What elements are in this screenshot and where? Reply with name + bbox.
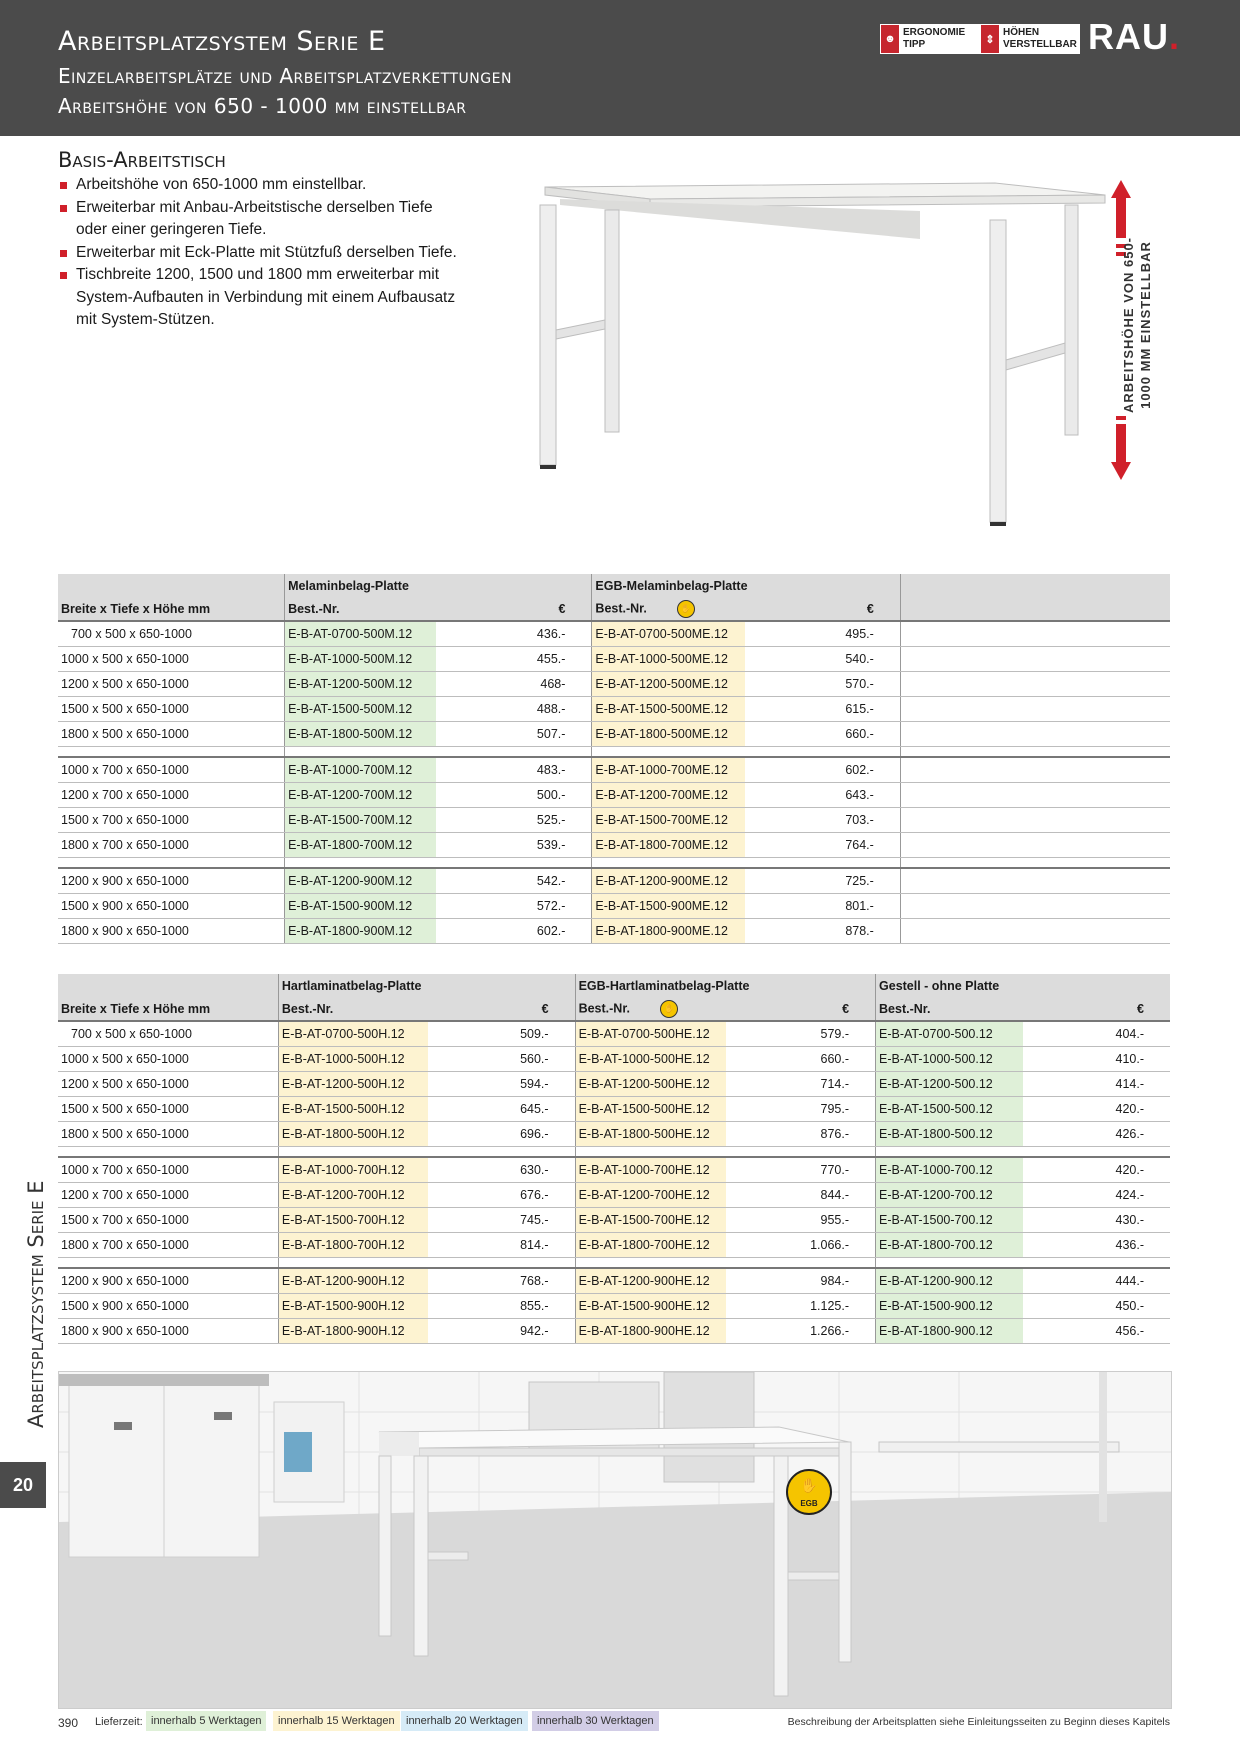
order-number-cell: E-B-AT-1800-700H.12 bbox=[278, 1233, 427, 1258]
table-row bbox=[58, 672, 1170, 697]
price-cell: 436.- bbox=[1023, 1233, 1170, 1258]
price-cell: 542.- bbox=[436, 868, 592, 894]
table-row bbox=[58, 722, 1170, 747]
feature-item: Tischbreite 1200, 1500 und 1800 mm erweiterbar mit System-Aufbauten in Verbindung mit einem Aufbausatz mit System-Stützen. bbox=[58, 264, 458, 332]
table-row bbox=[58, 1294, 1170, 1319]
order-number-cell: E-B-AT-1200-900ME.12 bbox=[592, 868, 745, 894]
delivery-15-days: innerhalb 15 Werktagen bbox=[273, 1711, 400, 1731]
dimension-cell: 1500 x 500 x 650-1000 bbox=[58, 697, 285, 722]
table-row bbox=[58, 1047, 1170, 1072]
table-row bbox=[58, 1268, 1170, 1294]
page-header bbox=[0, 0, 1240, 136]
price-cell: 430.- bbox=[1023, 1208, 1170, 1233]
column-header: € bbox=[428, 997, 575, 1021]
price-cell: 455.- bbox=[436, 647, 592, 672]
delivery-30-days: innerhalb 30 Werktagen bbox=[532, 1711, 659, 1731]
dimension-cell: 1500 x 700 x 650-1000 bbox=[58, 808, 285, 833]
price-cell: 676.- bbox=[428, 1183, 575, 1208]
price-cell: 814.- bbox=[428, 1233, 575, 1258]
page-subtitle: Einzelarbeitsplätze und Arbeitsplatzverkettungen bbox=[58, 64, 512, 88]
ergonomie-badge-label: ERGONOMIE TIPP bbox=[903, 27, 966, 50]
group-header: Gestell - ohne Platte bbox=[876, 974, 1170, 997]
column-header: Best.-Nr. bbox=[595, 600, 647, 615]
dimension-cell: 1200 x 500 x 650-1000 bbox=[58, 1072, 278, 1097]
order-number-cell: E-B-AT-0700-500HE.12 bbox=[575, 1021, 726, 1047]
price-cell: 594.- bbox=[428, 1072, 575, 1097]
order-number-cell: E-B-AT-1000-700M.12 bbox=[285, 757, 437, 783]
price-cell: 801.- bbox=[745, 894, 901, 919]
price-cell: 525.- bbox=[436, 808, 592, 833]
order-number-cell: E-B-AT-1200-900H.12 bbox=[278, 1268, 427, 1294]
order-number-cell: E-B-AT-1500-500.12 bbox=[876, 1097, 1024, 1122]
dimension-cell: 1800 x 500 x 650-1000 bbox=[58, 722, 285, 747]
column-header: € bbox=[726, 997, 875, 1021]
price-cell: 1.066.- bbox=[726, 1233, 875, 1258]
page-number: 390 bbox=[58, 1716, 79, 1730]
dimension-cell: 1500 x 700 x 650-1000 bbox=[58, 1208, 278, 1233]
order-number-cell: E-B-AT-1000-500M.12 bbox=[285, 647, 437, 672]
price-cell: 509.- bbox=[428, 1021, 575, 1047]
order-number-cell: E-B-AT-1000-700H.12 bbox=[278, 1157, 427, 1183]
group-header: EGB-Melaminbelag-Platte bbox=[592, 574, 900, 597]
column-header: Best.-Nr. bbox=[285, 597, 437, 621]
delivery-20-days: innerhalb 20 Werktagen bbox=[401, 1711, 528, 1731]
order-number-cell: E-B-AT-1800-500H.12 bbox=[278, 1122, 427, 1147]
rau-logo: RAU. bbox=[1088, 16, 1181, 57]
price-cell: 1.125.- bbox=[726, 1294, 875, 1319]
order-number-cell: E-B-AT-1800-900.12 bbox=[876, 1319, 1024, 1344]
price-cell: 602.- bbox=[436, 919, 592, 944]
dimension-cell: 700 x 500 x 650-1000 bbox=[58, 1021, 278, 1047]
group-header: Melaminbelag-Platte bbox=[285, 574, 592, 597]
order-number-cell: E-B-AT-1800-700M.12 bbox=[285, 833, 437, 858]
footer-note: Beschreibung der Arbeitsplatten siehe Einleitungsseiten zu Beginn dieses Kapitels bbox=[787, 1716, 1170, 1728]
order-number-cell: E-B-AT-1000-500H.12 bbox=[278, 1047, 427, 1072]
price-cell: 645.- bbox=[428, 1097, 575, 1122]
price-cell: 602.- bbox=[745, 757, 901, 783]
price-cell: 696.- bbox=[428, 1122, 575, 1147]
price-cell: 444.- bbox=[1023, 1268, 1170, 1294]
table-row bbox=[58, 1097, 1170, 1122]
price-cell: 414.- bbox=[1023, 1072, 1170, 1097]
table-row bbox=[58, 647, 1170, 672]
table-row bbox=[58, 1072, 1170, 1097]
dimension-cell: 1200 x 700 x 650-1000 bbox=[58, 1183, 278, 1208]
dimension-cell: 1200 x 700 x 650-1000 bbox=[58, 783, 285, 808]
order-number-cell: E-B-AT-0700-500ME.12 bbox=[592, 621, 745, 647]
esd-badge-label: EGB bbox=[800, 1499, 818, 1508]
order-number-cell: E-B-AT-1800-700ME.12 bbox=[592, 833, 745, 858]
dimension-cell: 1800 x 900 x 650-1000 bbox=[58, 1319, 278, 1344]
order-number-cell: E-B-AT-0700-500.12 bbox=[876, 1021, 1024, 1047]
price-cell: 500.- bbox=[436, 783, 592, 808]
page-subtitle-height: Arbeitshöhe von 650 - 1000 mm einstellbar bbox=[58, 94, 467, 118]
dimension-cell: 1800 x 900 x 650-1000 bbox=[58, 919, 285, 944]
price-cell: 450.- bbox=[1023, 1294, 1170, 1319]
price-cell: 630.- bbox=[428, 1157, 575, 1183]
price-cell: 660.- bbox=[726, 1047, 875, 1072]
dimension-cell: 1000 x 700 x 650-1000 bbox=[58, 757, 285, 783]
order-number-cell: E-B-AT-1800-900ME.12 bbox=[592, 919, 745, 944]
hoehenverstellbar-badge-label: HÖHEN VERSTELLBAR bbox=[1003, 27, 1077, 50]
feature-item: Erweiterbar mit Anbau-Arbeitstische derselben Tiefe oder einer geringeren Tiefe. bbox=[58, 197, 458, 242]
table-row bbox=[58, 833, 1170, 858]
dimension-cell: 1500 x 900 x 650-1000 bbox=[58, 894, 285, 919]
dimension-cell: 1800 x 700 x 650-1000 bbox=[58, 833, 285, 858]
order-number-cell: E-B-AT-1800-500ME.12 bbox=[592, 722, 745, 747]
workbench-illustration bbox=[520, 165, 1120, 545]
dimension-cell: 1500 x 500 x 650-1000 bbox=[58, 1097, 278, 1122]
price-cell: 768.- bbox=[428, 1268, 575, 1294]
table-row bbox=[58, 1183, 1170, 1208]
price-cell: 984.- bbox=[726, 1268, 875, 1294]
dimension-cell: 1500 x 900 x 650-1000 bbox=[58, 1294, 278, 1319]
column-header: € bbox=[745, 597, 901, 621]
dimension-cell: 700 x 500 x 650-1000 bbox=[58, 621, 285, 647]
dimension-cell: 1200 x 900 x 650-1000 bbox=[58, 1268, 278, 1294]
order-number-cell: E-B-AT-1500-900.12 bbox=[876, 1294, 1024, 1319]
price-cell: 855.- bbox=[428, 1294, 575, 1319]
price-cell: 488.- bbox=[436, 697, 592, 722]
column-header: Best.-Nr. bbox=[278, 997, 427, 1021]
price-cell: 878.- bbox=[745, 919, 901, 944]
price-cell: 507.- bbox=[436, 722, 592, 747]
price-cell: 703.- bbox=[745, 808, 901, 833]
svg-text:✋: ✋ bbox=[800, 1478, 818, 1494]
order-number-cell: E-B-AT-1000-500HE.12 bbox=[575, 1047, 726, 1072]
table-row bbox=[58, 894, 1170, 919]
order-number-cell: E-B-AT-1800-700.12 bbox=[876, 1233, 1024, 1258]
order-number-cell: E-B-AT-1500-500HE.12 bbox=[575, 1097, 726, 1122]
order-number-cell: E-B-AT-1800-500HE.12 bbox=[575, 1122, 726, 1147]
order-number-cell: E-B-AT-1800-900M.12 bbox=[285, 919, 437, 944]
lab-workbench-photo bbox=[58, 1371, 1172, 1709]
column-header: Breite x Tiefe x Höhe mm bbox=[58, 997, 278, 1021]
dimension-cell: 1800 x 700 x 650-1000 bbox=[58, 1233, 278, 1258]
price-table-hartlaminat bbox=[58, 974, 1170, 1344]
order-number-cell: E-B-AT-1500-700H.12 bbox=[278, 1208, 427, 1233]
order-number-cell: E-B-AT-1500-700M.12 bbox=[285, 808, 437, 833]
dimension-cell: 1200 x 500 x 650-1000 bbox=[58, 672, 285, 697]
order-number-cell: E-B-AT-1200-900.12 bbox=[876, 1268, 1024, 1294]
order-number-cell: E-B-AT-1000-700HE.12 bbox=[575, 1157, 726, 1183]
price-cell: 795.- bbox=[726, 1097, 875, 1122]
order-number-cell: E-B-AT-1500-700HE.12 bbox=[575, 1208, 726, 1233]
order-number-cell: E-B-AT-1500-500ME.12 bbox=[592, 697, 745, 722]
table-row bbox=[58, 1157, 1170, 1183]
order-number-cell: E-B-AT-1800-700HE.12 bbox=[575, 1233, 726, 1258]
price-cell: 1.266.- bbox=[726, 1319, 875, 1344]
esd-icon: ✋ bbox=[660, 1000, 678, 1018]
table-row bbox=[58, 621, 1170, 647]
table-row bbox=[58, 868, 1170, 894]
order-number-cell: E-B-AT-1500-900ME.12 bbox=[592, 894, 745, 919]
dimension-cell: 1800 x 500 x 650-1000 bbox=[58, 1122, 278, 1147]
price-cell: 844.- bbox=[726, 1183, 875, 1208]
dimension-cell: 1000 x 500 x 650-1000 bbox=[58, 1047, 278, 1072]
column-header: Best.-Nr. bbox=[578, 1000, 630, 1015]
page-title: Arbeitsplatzsystem Serie E bbox=[58, 26, 386, 57]
price-cell: 770.- bbox=[726, 1157, 875, 1183]
price-cell: 468- bbox=[436, 672, 592, 697]
order-number-cell: E-B-AT-1000-700.12 bbox=[876, 1157, 1024, 1183]
price-cell: 426.- bbox=[1023, 1122, 1170, 1147]
column-header: € bbox=[436, 597, 592, 621]
order-number-cell: E-B-AT-0700-500M.12 bbox=[285, 621, 437, 647]
order-number-cell: E-B-AT-1500-900H.12 bbox=[278, 1294, 427, 1319]
price-table-melamin bbox=[58, 574, 1170, 944]
order-number-cell: E-B-AT-1500-700ME.12 bbox=[592, 808, 745, 833]
price-cell: 764.- bbox=[745, 833, 901, 858]
ergonomie-icon: ☻ bbox=[881, 25, 899, 53]
order-number-cell: E-B-AT-1200-700.12 bbox=[876, 1183, 1024, 1208]
price-cell: 955.- bbox=[726, 1208, 875, 1233]
height-range-label: ARBEITSHÖHE VON 650-1000 MM EINSTELLBAR bbox=[1121, 236, 1153, 414]
table-row bbox=[58, 783, 1170, 808]
lieferzeit-label: Lieferzeit: bbox=[95, 1716, 143, 1728]
table-row bbox=[58, 1208, 1170, 1233]
price-cell: 579.- bbox=[726, 1021, 875, 1047]
price-cell: 876.- bbox=[726, 1122, 875, 1147]
price-cell: 540.- bbox=[745, 647, 901, 672]
order-number-cell: E-B-AT-1200-500HE.12 bbox=[575, 1072, 726, 1097]
column-header: Best.-Nr. bbox=[876, 997, 1024, 1021]
dimension-cell: 1000 x 500 x 650-1000 bbox=[58, 647, 285, 672]
order-number-cell: E-B-AT-1800-500.12 bbox=[876, 1122, 1024, 1147]
order-number-cell: E-B-AT-1200-500H.12 bbox=[278, 1072, 427, 1097]
order-number-cell: E-B-AT-1500-900HE.12 bbox=[575, 1294, 726, 1319]
table-row bbox=[58, 1021, 1170, 1047]
table-row bbox=[58, 919, 1170, 944]
price-cell: 725.- bbox=[745, 868, 901, 894]
order-number-cell: E-B-AT-1200-500.12 bbox=[876, 1072, 1024, 1097]
feature-list bbox=[58, 174, 458, 332]
order-number-cell: E-B-AT-1200-700H.12 bbox=[278, 1183, 427, 1208]
price-cell: 539.- bbox=[436, 833, 592, 858]
dimension-cell: 1200 x 900 x 650-1000 bbox=[58, 868, 285, 894]
price-cell: 495.- bbox=[745, 621, 901, 647]
price-cell: 570.- bbox=[745, 672, 901, 697]
table-row bbox=[58, 697, 1170, 722]
order-number-cell: E-B-AT-1000-500ME.12 bbox=[592, 647, 745, 672]
esd-icon: ✋ bbox=[677, 600, 695, 618]
column-header: Breite x Tiefe x Höhe mm bbox=[58, 597, 285, 621]
table-row bbox=[58, 757, 1170, 783]
order-number-cell: E-B-AT-1500-700.12 bbox=[876, 1208, 1024, 1233]
price-cell: 420.- bbox=[1023, 1097, 1170, 1122]
delivery-5-days: innerhalb 5 Werktagen bbox=[146, 1711, 266, 1731]
price-cell: 404.- bbox=[1023, 1021, 1170, 1047]
price-cell: 745.- bbox=[428, 1208, 575, 1233]
price-cell: 424.- bbox=[1023, 1183, 1170, 1208]
order-number-cell: E-B-AT-1200-900HE.12 bbox=[575, 1268, 726, 1294]
order-number-cell: E-B-AT-1000-500.12 bbox=[876, 1047, 1024, 1072]
order-number-cell: E-B-AT-1500-500H.12 bbox=[278, 1097, 427, 1122]
ergonomie-badge bbox=[880, 24, 980, 54]
group-header: Hartlaminatbelag-Platte bbox=[278, 974, 575, 997]
column-header: € bbox=[1023, 997, 1170, 1021]
price-cell: 560.- bbox=[428, 1047, 575, 1072]
order-number-cell: E-B-AT-0700-500H.12 bbox=[278, 1021, 427, 1047]
side-chapter-label: Arbeitsplatzsystem Serie E bbox=[24, 1180, 48, 1428]
hoehenverstellbar-badge bbox=[980, 24, 1080, 54]
price-cell: 942.- bbox=[428, 1319, 575, 1344]
table-row bbox=[58, 808, 1170, 833]
order-number-cell: E-B-AT-1800-500M.12 bbox=[285, 722, 437, 747]
group-header: EGB-Hartlaminatbelag-Platte bbox=[575, 974, 875, 997]
price-cell: 456.- bbox=[1023, 1319, 1170, 1344]
feature-item: Arbeitshöhe von 650-1000 mm einstellbar. bbox=[58, 174, 458, 197]
table-row bbox=[58, 1122, 1170, 1147]
price-cell: 410.- bbox=[1023, 1047, 1170, 1072]
table-row bbox=[58, 1233, 1170, 1258]
price-cell: 420.- bbox=[1023, 1157, 1170, 1183]
price-cell: 660.- bbox=[745, 722, 901, 747]
order-number-cell: E-B-AT-1200-900M.12 bbox=[285, 868, 437, 894]
price-cell: 572.- bbox=[436, 894, 592, 919]
order-number-cell: E-B-AT-1800-900H.12 bbox=[278, 1319, 427, 1344]
price-cell: 714.- bbox=[726, 1072, 875, 1097]
order-number-cell: E-B-AT-1000-700ME.12 bbox=[592, 757, 745, 783]
table-row bbox=[58, 1319, 1170, 1344]
order-number-cell: E-B-AT-1800-900HE.12 bbox=[575, 1319, 726, 1344]
order-number-cell: E-B-AT-1500-900M.12 bbox=[285, 894, 437, 919]
price-cell: 615.- bbox=[745, 697, 901, 722]
height-adjust-icon: ⇕ bbox=[981, 25, 999, 53]
section-title: Basis-Arbeitstisch bbox=[58, 148, 226, 172]
chapter-number: 20 bbox=[0, 1462, 46, 1508]
order-number-cell: E-B-AT-1200-700HE.12 bbox=[575, 1183, 726, 1208]
order-number-cell: E-B-AT-1200-500M.12 bbox=[285, 672, 437, 697]
price-cell: 643.- bbox=[745, 783, 901, 808]
price-cell: 436.- bbox=[436, 621, 592, 647]
order-number-cell: E-B-AT-1200-700ME.12 bbox=[592, 783, 745, 808]
price-cell: 483.- bbox=[436, 757, 592, 783]
feature-item: Erweiterbar mit Eck-Platte mit Stützfuß derselben Tiefe. bbox=[58, 242, 458, 265]
order-number-cell: E-B-AT-1200-500ME.12 bbox=[592, 672, 745, 697]
order-number-cell: E-B-AT-1500-500M.12 bbox=[285, 697, 437, 722]
order-number-cell: E-B-AT-1200-700M.12 bbox=[285, 783, 437, 808]
dimension-cell: 1000 x 700 x 650-1000 bbox=[58, 1157, 278, 1183]
